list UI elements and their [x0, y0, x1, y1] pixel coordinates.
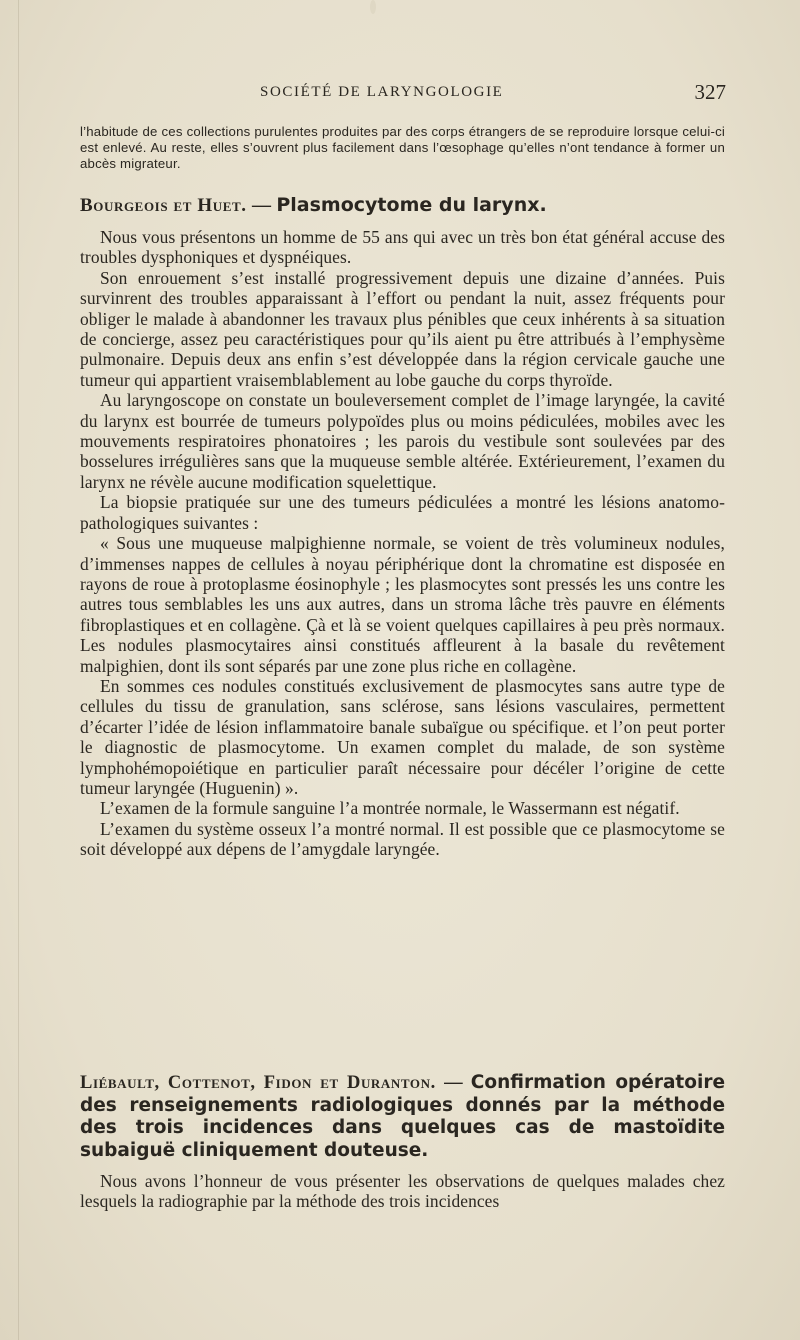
body-paragraph: Son enrouement s’est installé progressivement depuis une dizaine d’années. Puis survinrent des troubles apparaissant à l’effort ou pendant la nuit, assez fréquents pour obliger le malade à abandonner les travaux plus pénibles que ceux inhérents à sa situation de concierge, assez peu caractéristiques pour qu’ils aient pu être attribués à l’emphysème pulmonaire. Depuis deux ans enfin s’est développée dans la région cervicale gauche une tumeur qui appartient vraisemblablement au lobe gauche du corps thyroïde.	[80, 267, 725, 390]
article-plasmocytome	[80, 194, 725, 860]
body-paragraph: L’examen du système osseux l’a montré normal. Il est possible que ce plasmocytome se soit développé aux dépens de l’amygdale laryngée.	[80, 818, 725, 860]
quoted-paragraph: En sommes ces nodules constitués exclusivement de plasmocytes sans autre type de cellules du tissu de granulation, sans sclérose, sans lésions vasculaires, permettent d’écarter l’idée de lésion inflammatoire banale subaïgue ou spécifique. et l’on peut porter le diagnostic de plasmocytome. Un examen complet du malade, de son système lymphohémopoiétique en particulier paraît nécessaire pour décéler l’origine de cette tumeur laryngée (Huguenin) ».	[80, 675, 725, 798]
article-authors: Bourgeois et Huet. —	[80, 195, 272, 216]
article-authors: Liébault, Cottenot, Fidon et Duranton. —	[80, 1073, 464, 1093]
body-paragraph: Nous vous présentons un homme de 55 ans qui avec un très bon état général accuse des troubles dysphoniques et dyspnéiques.	[80, 227, 725, 268]
running-head: SOCIÉTÉ DE LARYNGOLOGIE	[260, 84, 504, 100]
quoted-paragraph: « Sous une muqueuse malpighienne normale, se voient de très volumineux nodules, d’immenses nappes de cellules à noyau périphérique dont la chromatine est disposée en rayons de roue à protoplasme éosinophyle ; les plasmocytes sont pressés les uns contre les autres tous semblables les uns aux autres, dans un stroma lâche très pauvre en éléments fibroplastiques et en collagène. Çà et là se voient quelques capillaires à peu près normaux. Les nodules plasmocytaires ainsi constitués affleurent à la basale du revêtement malpighien, dont ils sont séparés par une zone plus riche en collagène.	[80, 533, 725, 676]
article-body	[80, 1171, 725, 1212]
body-paragraph: Nous avons l’honneur de vous présenter les observations de quelques malades chez lesquels la radiographie par la méthode des trois incidences	[80, 1171, 725, 1212]
body-paragraph: L’examen de la formule sanguine l’a montrée normale, le Wassermann est négatif.	[100, 798, 680, 819]
page-header	[80, 80, 726, 108]
page-number: 327	[694, 80, 726, 104]
article-title: Plasmocytome du larynx.	[276, 194, 547, 216]
article-heading	[80, 1072, 725, 1162]
article-title: Confirmation opératoire des renseignements radiologiques donnés par la méthode des trois incidences dans quelques cas de mastoïdite subaiguë cliniquement douteuse.	[80, 1072, 725, 1161]
article-body	[80, 227, 725, 860]
article-heading	[80, 194, 725, 217]
body-paragraph: La biopsie pratiquée sur une des tumeurs pédiculées a montré les lésions anatomo-pathologiques suivantes :	[80, 492, 725, 533]
article-mastoidite	[80, 1072, 725, 1212]
body-paragraph: Au laryngoscope on constate un bouleversement complet de l’image laryngée, la cavité du larynx est bourrée de tumeurs polypoïdes plus ou moins pédiculées, mobiles avec les mouvements respiratoires phonatoires ; les parois du vestibule sont soulevées par des bosselures irrégulières sans que la muqueuse semble altérée. Extérieurement, l’examen du larynx ne révèle aucune modification squelettique.	[80, 390, 725, 492]
binding-edge	[18, 0, 19, 1340]
page-blemish	[370, 0, 376, 14]
intro-paragraph: l’habitude de ces collections purulentes produites par des corps étrangers de se reproduire lorsque celui-ci est enlevé. Au reste, elles s’ouvrent plus facilement dans l’œsophage qu’elles n’ont tendance à former un abcès migrateur.	[80, 124, 725, 171]
